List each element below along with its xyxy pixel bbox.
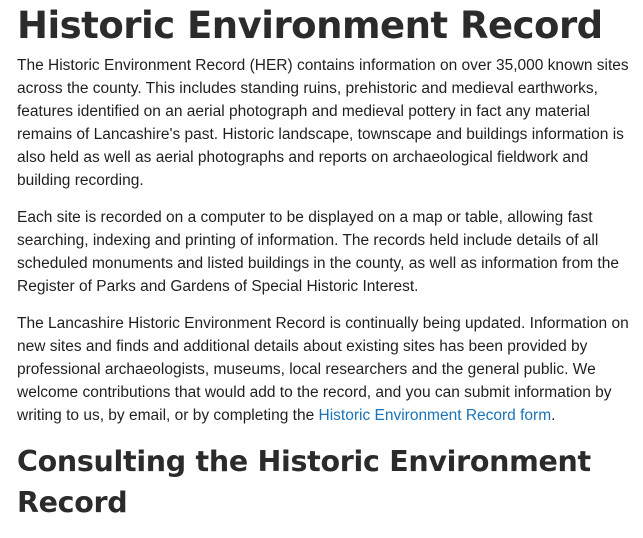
intro-paragraph: The Historic Environment Record (HER) contains information on over 35,000 known sites across the county. This includes standing ruins, prehistoric and medieval earthworks, features identified on an aerial photograph and medieval pottery in fact any material remains of Lancashire's past. Historic landscape, townscape and buildings information is also held as well as aerial photographs and reports on archaeological fieldwork and building recording. bbox=[17, 57, 629, 189]
main-content bbox=[17, 0, 639, 523]
section-heading-consulting: Consulting the Historic Environment Record bbox=[17, 445, 591, 519]
records-paragraph: Each site is recorded on a computer to be displayed on a map or table, allowing fast searching, indexing and printing of information. The records held include details of all scheduled monuments and listed buildings in the county, as well as information from the Register of Parks and Gardens of Special Historic Interest. bbox=[17, 209, 619, 295]
her-form-link[interactable]: Historic Environment Record form bbox=[318, 407, 552, 424]
contributions-paragraph bbox=[17, 312, 639, 427]
contributions-text: The Lancashire Historic Environment Record is continually being updated. Information on new sites and finds and additional details about existing sites has been provided by professional archaeologists, museums, local researchers and the general public. We welcome contributions that would add to the record, and you can submit information by writing to us, by email, or by completing the bbox=[17, 315, 629, 424]
contributions-end: . bbox=[551, 407, 556, 424]
page-title: Historic Environment Record bbox=[17, 4, 603, 47]
